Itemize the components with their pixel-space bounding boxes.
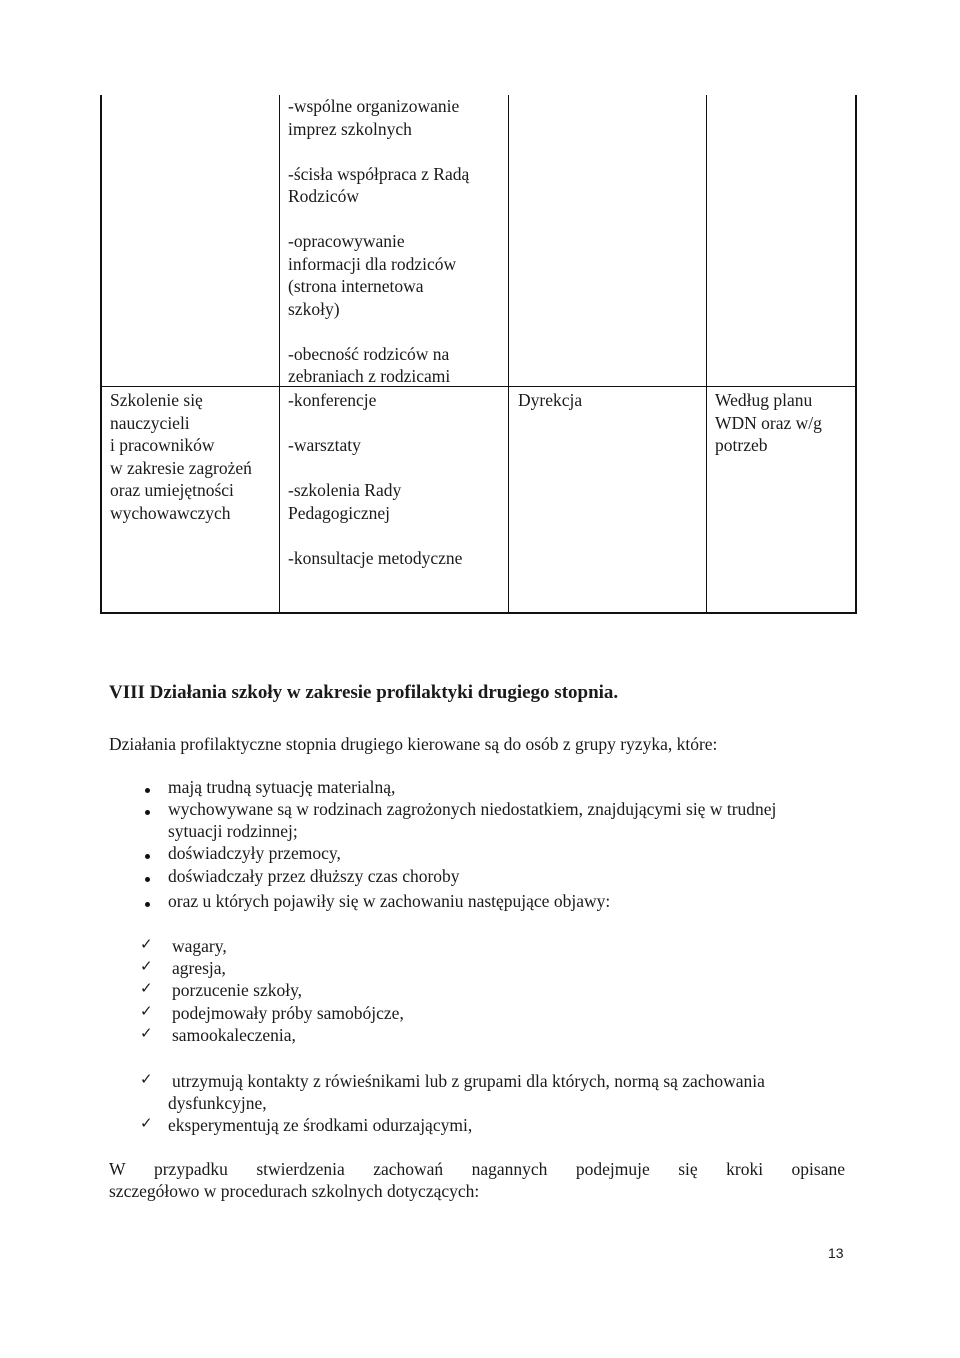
cell-line: w zakresie zagrożeń xyxy=(110,457,252,478)
table-divider-col3 xyxy=(706,95,707,613)
bullet-item: doświadczyły przemocy, xyxy=(168,843,341,863)
cell-line: potrzeb xyxy=(715,435,768,455)
cell-line: Rodziców xyxy=(288,186,359,206)
bullet-dot-icon xyxy=(145,810,150,815)
cell-line: imprez szkolnych xyxy=(288,118,412,139)
cell-line: nauczycieli xyxy=(110,412,190,433)
check-item: utrzymują kontakty z rówieśnikami lub z grupami dla których, normą są zachowania xyxy=(172,1071,765,1091)
table-divider-col1 xyxy=(279,95,280,613)
section-heading: VIII Działania szkoły w zakresie profilaktyki drugiego stopnia. xyxy=(109,682,619,703)
checkmark-icon: ✓ xyxy=(140,1002,153,1020)
table-row-divider xyxy=(100,386,857,387)
word: kroki xyxy=(726,1159,764,1179)
bullet-dot-icon xyxy=(145,902,150,907)
table-divider-col2 xyxy=(508,95,509,613)
cell-line: -konferencje xyxy=(288,390,377,410)
checkmark-icon: ✓ xyxy=(140,1024,153,1042)
cell-line: Dyrekcja xyxy=(518,390,583,410)
check-item: porzucenie szkoły, xyxy=(172,980,303,1000)
bullet-dot-icon xyxy=(145,788,150,793)
check-item: podejmowały próby samobójcze, xyxy=(172,1003,404,1023)
cell-line: szkoły) xyxy=(288,298,340,319)
cell-line: Pedagogicznej xyxy=(288,502,391,523)
cell-line: (strona internetowa xyxy=(288,276,424,296)
cell-line xyxy=(288,412,462,435)
bullet-item: oraz u których pojawiły się w zachowaniu następujące objawy: xyxy=(168,891,611,911)
table-border-bottom xyxy=(100,612,857,614)
word: przypadku xyxy=(153,1159,228,1179)
cell-line: -ścisła współpraca z Radą xyxy=(288,163,470,184)
checkmark-icon: ✓ xyxy=(140,979,153,997)
cell-line xyxy=(288,208,469,231)
cell-line: WDN oraz w/g xyxy=(715,412,822,433)
checkmark-icon: ✓ xyxy=(140,957,153,975)
cell-line xyxy=(288,457,462,480)
cell-line xyxy=(288,140,469,163)
table-bottom-row-responsible xyxy=(518,389,582,412)
checkmark-icon: ✓ xyxy=(140,1070,153,1088)
word: się xyxy=(678,1159,698,1179)
cell-line xyxy=(288,320,469,343)
cell-line: -warsztaty xyxy=(288,435,361,455)
table-border-right xyxy=(855,95,857,613)
word: stwierdzenia xyxy=(256,1159,345,1179)
check-item: eksperymentują ze środkami odurzającymi, xyxy=(168,1115,473,1135)
bullet-item: doświadczały przez dłuższy czas choroby xyxy=(168,866,460,886)
closing-paragraph-line2: szczegółowo w procedurach szkolnych dotyczących: xyxy=(109,1181,480,1201)
cell-line: wychowawczych xyxy=(110,502,231,523)
table-bottom-row-activities xyxy=(288,389,462,569)
table-top-row-activities xyxy=(288,95,469,388)
cell-line: -obecność rodziców na xyxy=(288,343,450,364)
check-item: wagary, xyxy=(172,936,227,956)
checkmark-icon: ✓ xyxy=(140,1114,153,1132)
section-intro: Działania profilaktyczne stopnia drugiego kierowane są do osób z grupy ryzyka, które: xyxy=(109,734,718,754)
check-item: samookaleczenia, xyxy=(172,1025,296,1045)
cell-line: oraz umiejętności xyxy=(110,480,234,500)
cell-line: -opracowywanie xyxy=(288,231,405,251)
check-item: agresja, xyxy=(172,958,226,978)
word: zachowań xyxy=(373,1159,444,1179)
closing-paragraph-line1 xyxy=(109,1158,845,1180)
cell-line: -konsultacje metodyczne xyxy=(288,547,463,568)
word: opisane xyxy=(791,1159,845,1179)
cell-line xyxy=(288,524,462,547)
cell-line: -wspólne organizowanie xyxy=(288,96,460,116)
cell-line: Szkolenie się xyxy=(110,390,203,410)
bullet-dot-icon xyxy=(145,877,150,882)
cell-line: Według planu xyxy=(715,390,813,410)
word: podejmuje xyxy=(575,1159,650,1179)
page-number: 13 xyxy=(828,1245,844,1261)
table-border-left xyxy=(100,95,102,613)
word: W xyxy=(109,1159,126,1179)
cell-line: zebraniach z rodzicami xyxy=(288,366,451,386)
table-bottom-row-deadline xyxy=(715,389,822,457)
word: nagannych xyxy=(471,1159,548,1179)
check-item-continuation: dysfunkcyjne, xyxy=(168,1093,267,1113)
bullet-dot-icon xyxy=(145,854,150,859)
cell-line: informacji dla rodziców xyxy=(288,253,457,274)
cell-line: i pracowników xyxy=(110,435,215,455)
table-bottom-row-task xyxy=(110,389,252,524)
bullet-item-continuation: sytuacji rodzinnej; xyxy=(168,821,298,841)
bullet-item: wychowywane są w rodzinach zagrożonych niedostatkiem, znajdującymi się w trudnej xyxy=(168,799,777,819)
cell-line: -szkolenia Rady xyxy=(288,480,402,500)
bullet-item: mają trudną sytuację materialną, xyxy=(168,777,396,797)
checkmark-icon: ✓ xyxy=(140,935,153,953)
